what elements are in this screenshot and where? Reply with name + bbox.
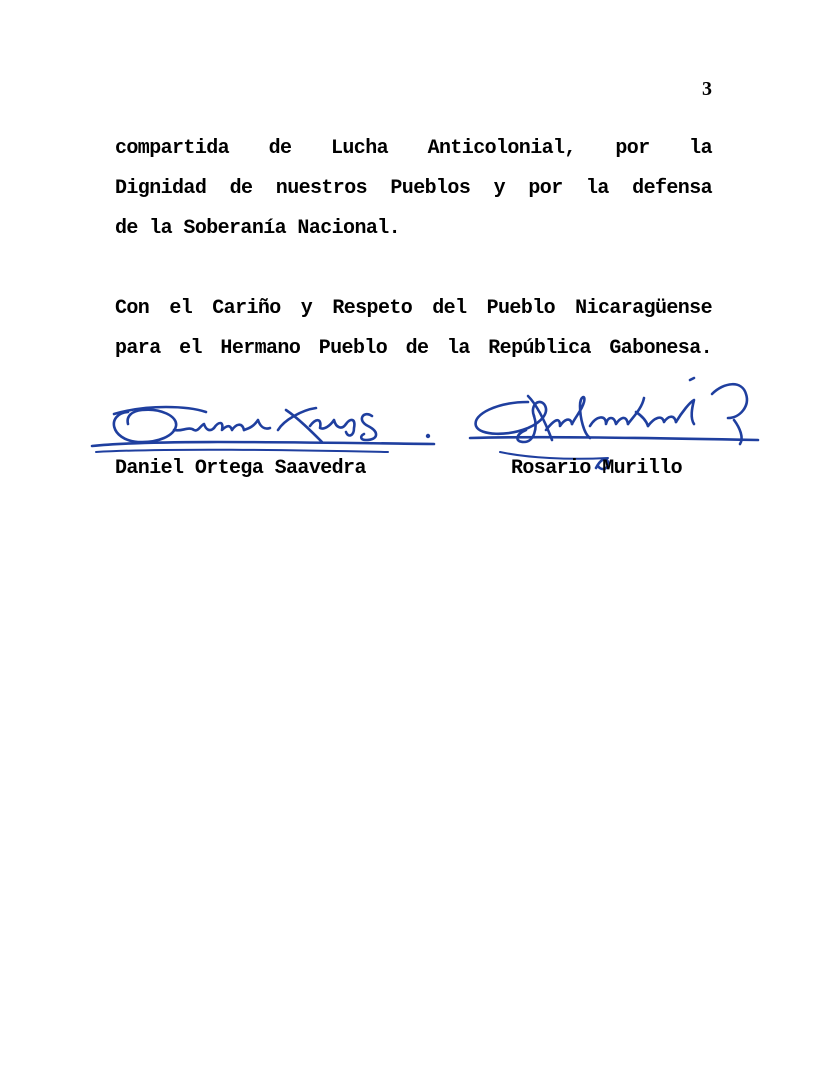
signer-name-rosario-murillo: Rosario Murillo <box>511 457 683 480</box>
signer-name-daniel-ortega: Daniel Ortega Saavedra <box>115 457 366 480</box>
paragraph-line: de la Soberanía Nacional. <box>115 217 401 240</box>
paragraph-line: para el Hermano Pueblo de la República Gabonesa. <box>115 337 712 360</box>
signature-daniel-ortega <box>88 396 438 462</box>
closing-paragraph-2 <box>115 289 712 369</box>
closing-paragraph-1 <box>115 129 712 249</box>
paragraph-line: compartida de Lucha Anticolonial, por la <box>115 137 712 160</box>
page-number: 3 <box>702 78 712 100</box>
paragraph-line: Dignidad de nuestros Pueblos y por la defensa <box>115 177 712 200</box>
paragraph-line: Con el Cariño y Respeto del Pueblo Nicaragüense <box>115 297 712 320</box>
